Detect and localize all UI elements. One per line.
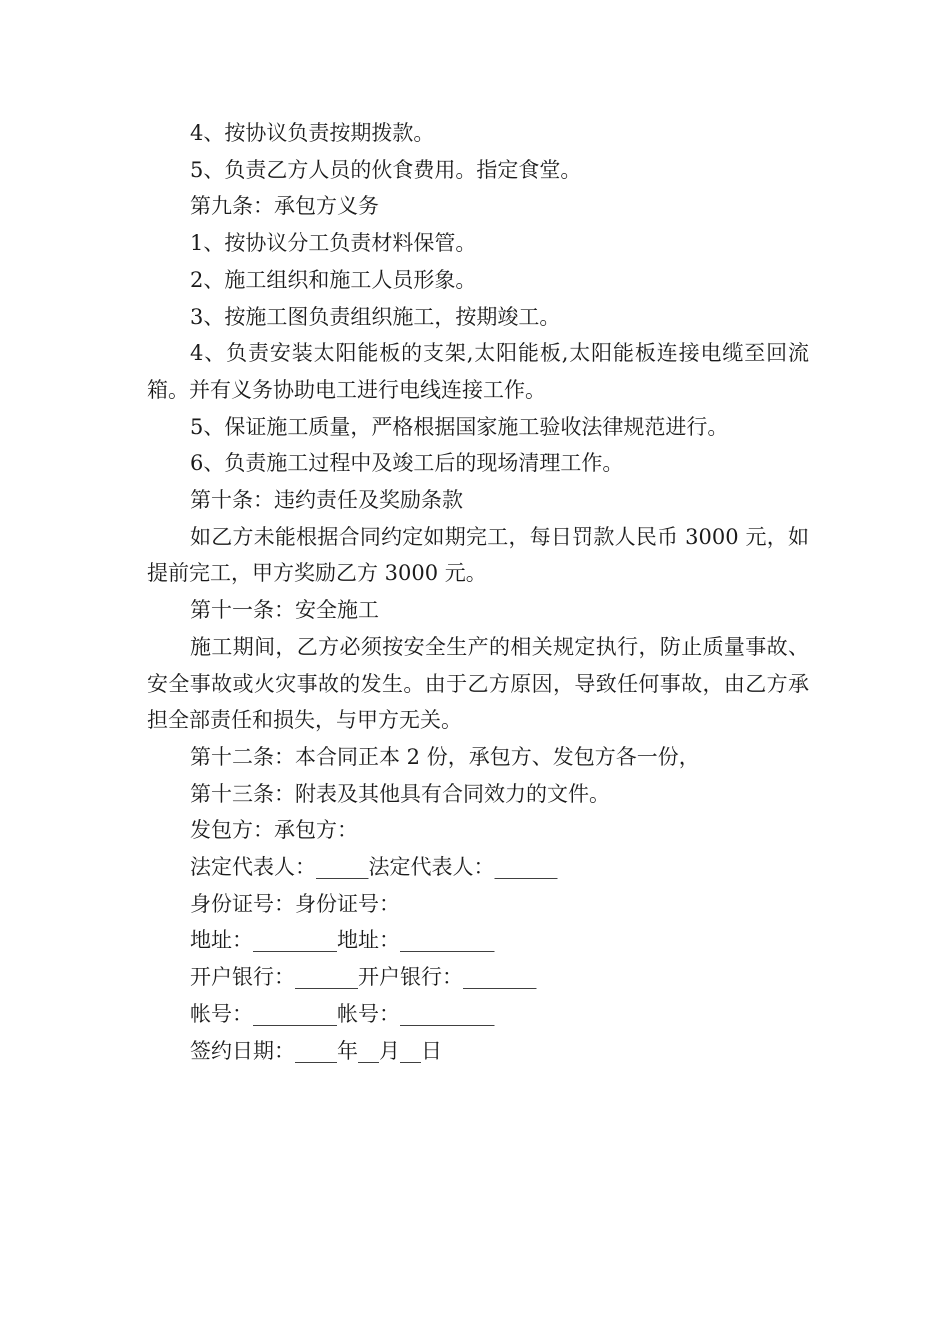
signature-legal-rep: 法定代表人：_____法定代表人：______ [190,855,558,880]
article-heading: 第十条：违约责任及奖励条款 [190,488,463,513]
signature-id-number: 身份证号：身份证号： [190,891,400,916]
signature-parties: 发包方：承包方： [190,818,358,843]
article-heading: 第十三条：附表及其他具有合同效力的文件。 [190,781,610,806]
signature-bank: 开户银行：______开户银行：_______ [190,965,537,990]
signature-address: 地址：________地址：_________ [190,928,495,953]
article-heading: 第十二条：本合同正本 2 份，承包方、发包方各一份， [190,744,700,769]
article-heading: 第十一条：安全施工 [190,598,379,623]
clause-paragraph: 1、按协议分工负责材料保管。 [190,231,477,256]
clause-paragraph: 2、施工组织和施工人员形象。 [190,267,477,292]
clause-paragraph: 3、按施工图负责组织施工，按期竣工。 [190,304,561,329]
clause-paragraph: 4、按协议负责按期拨款。 [190,121,435,145]
clause-paragraph: 6、负责施工过程中及竣工后的现场清理工作。 [190,451,624,476]
clause-paragraph: 5、保证施工质量，严格根据国家施工验收法律规范进行。 [190,414,729,439]
clause-paragraph: 5、负责乙方人员的伙食费用。指定食堂。 [190,157,582,182]
signature-date: 签约日期：____年__月__日 [190,1038,442,1063]
signature-account: 帐号：________帐号：_________ [190,1001,495,1026]
clause-paragraph: 如乙方未能根据合同约定如期完工，每日罚款人民币 3000 元，如提前完工，甲方奖励乙方 3000 元。 [147,524,809,586]
clause-paragraph: 施工期间，乙方必须按安全生产的相关规定执行，防止质量事故、安全事故或火灾事故的发生。由于乙方原因，导致任何事故，由乙方承担全部责任和损失，与甲方无关。 [147,634,809,733]
article-heading: 第九条：承包方义务 [190,194,379,219]
clause-paragraph: 4、负责安装太阳能板的支架,太阳能板,太阳能板连接电缆至回流箱。并有义务协助电工进行电线连接工作。 [147,341,809,402]
document-body [147,115,809,1069]
